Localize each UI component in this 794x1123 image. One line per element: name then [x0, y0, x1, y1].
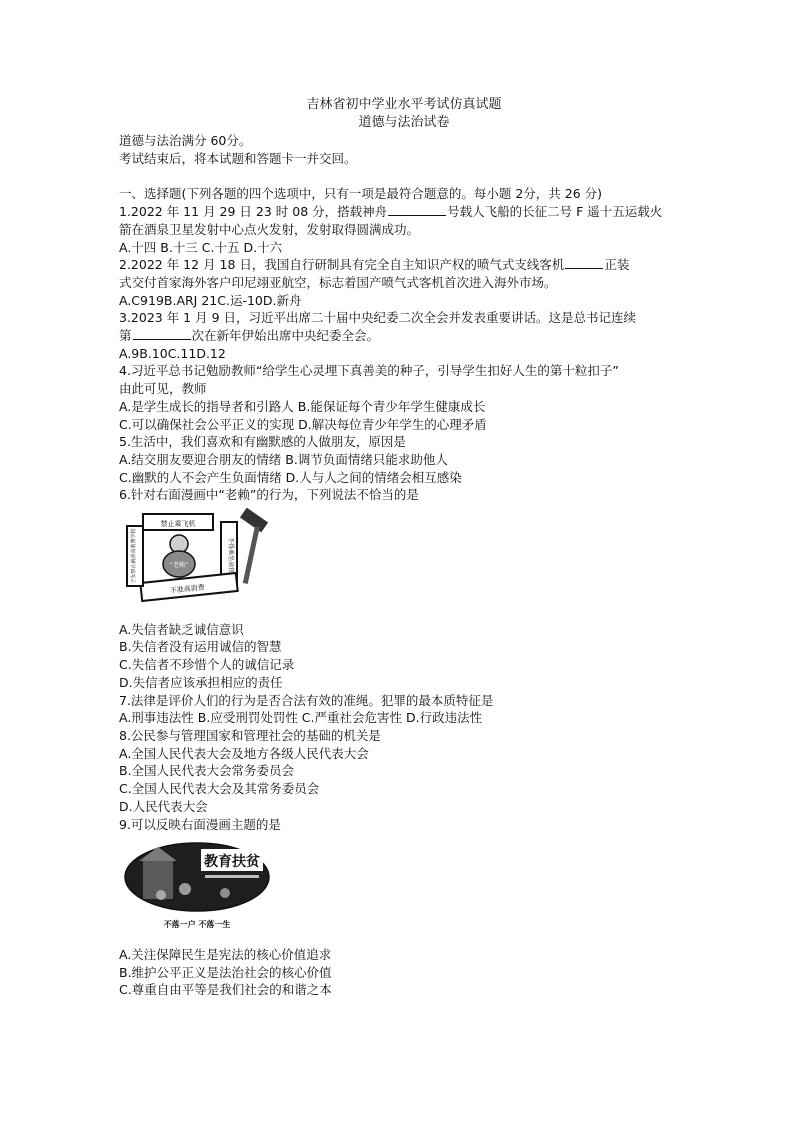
sign-left-text: 子女禁止就读高收费学校	[131, 528, 137, 584]
sign-right-text: 不得乘坐高铁	[227, 537, 234, 574]
question-6-option-b: B.失信者没有运用诚信的智慧	[119, 639, 282, 655]
debtor-label: “老赖”	[169, 562, 189, 570]
question-8-option-b: B.全国人民代表大会常务委员会	[119, 763, 295, 779]
sign-top-text: 禁止乘飞机	[160, 520, 196, 529]
exam-subtitle: 道德与法治试卷	[358, 115, 450, 130]
answer-blank	[133, 328, 191, 340]
question-4-stem-continued: 由此可见，教师	[119, 381, 207, 397]
question-8-option-d: D.人民代表大会	[119, 798, 208, 814]
answer-blank	[565, 257, 603, 269]
question-1-stem	[119, 203, 689, 221]
exam-title: 吉林省初中学业水平考试仿真试题	[306, 97, 502, 112]
cartoon-title: 教育扶贫	[204, 854, 260, 871]
hammer-handle	[243, 526, 260, 584]
section-heading: 一、选择题(下列各题的四个选项中，只有一项是最符合题意的。每小题 2分，共 26 分)	[119, 186, 603, 202]
exam-note: 考试结束后，将本试题和答题卡一并交回。	[119, 150, 357, 166]
child-figure-2	[156, 890, 166, 900]
child-figure-3	[220, 888, 230, 898]
education-poverty-cartoon	[121, 837, 689, 938]
question-9-option-b: B.维护公平正义是法治社会的核心价值	[119, 964, 332, 980]
question-3-stem-part-c: 次在新年伊始出席中央纪委全会。	[191, 328, 380, 344]
question-4-options-ab: A.是学生成长的指导者和引路人 B.能保证每个青少年学生健康成长	[119, 398, 486, 414]
question-9-stem: 9.可以反映右面漫画主题的是	[119, 816, 281, 832]
question-4-options-cd: C.可以确保社会公平正义的实现 D.解决每位青少年学生的心理矛盾	[119, 416, 487, 432]
question-2-stem-part-a: 2.2022 年 12 月 18 日，我国自行研制具有完全自主知识产权的喷气式支线客机	[119, 257, 565, 273]
question-6-option-a: A.失信者缺乏诚信意识	[119, 621, 244, 637]
question-8-option-c: C.全国人民代表大会及其常务委员会	[119, 781, 320, 797]
question-7-stem: 7.法律是评价人们的行为是否合法有效的准绳。犯罪的最本质特征是	[119, 692, 494, 708]
question-3-stem-continued	[119, 327, 689, 345]
question-4-stem: 4.习近平总书记勉励教师“给学生心灵埋下真善美的种子，引导学生扣好人生的第十粒扣子”	[119, 363, 619, 379]
child-figure-1	[179, 883, 191, 895]
question-6-stem: 6.针对右面漫画中“老赖”的行为，下列说法不恰当的是	[119, 487, 419, 503]
question-5-stem: 5.生活中，我们喜欢和有幽默感的人做朋友，原因是	[119, 434, 406, 450]
hammer-head	[240, 508, 268, 532]
question-1-stem-continued: 箭在酒泉卫星发射中心点火发射，发射取得圆满成功。	[119, 221, 420, 237]
answer-blank	[388, 204, 446, 216]
score-note: 道德与法治满分 60分。	[119, 133, 252, 148]
cartoon-caption: 不落一户 不落一生	[163, 920, 231, 930]
question-3-stem-part-b: 第	[119, 328, 132, 344]
question-2-stem-part-b: 正装	[604, 257, 630, 273]
question-8-option-a: A.全国人民代表大会及地方各级人民代表大会	[119, 745, 369, 761]
laolai-cartoon-illustration	[121, 508, 281, 608]
question-1-stem-part-a: 1.2022 年 11 月 29 日 23 时 08 分，搭载神舟	[119, 204, 388, 220]
question-5-options-cd: C.幽默的人不会产生负面情绪 D.人与人之间的情绪会相互感染	[119, 469, 462, 485]
question-9-option-a: A.关注保障民生是宪法的核心价值追求	[119, 946, 332, 962]
question-2-stem	[119, 256, 689, 274]
exam-content	[119, 96, 689, 999]
question-6-option-c: C.失信者不珍惜个人的诚信记录	[119, 657, 295, 673]
laolai-cartoon	[121, 508, 689, 613]
question-6-option-d: D.失信者应该承担相应的责任	[119, 674, 283, 690]
question-2-options: A.C919B.ARJ 21C.运-10D.新舟	[119, 292, 302, 308]
question-2-stem-continued: 式交付首家海外客户印尼翊亚航空，标志着国产喷气式客机首次进入海外市场。	[119, 274, 557, 290]
question-7-options: A.刑事违法性 B.应受刑罚处罚性 C.严重社会危害性 D.行政违法性	[119, 710, 483, 726]
title-subline	[205, 875, 259, 878]
question-1-stem-part-b: 号载人飞船的长征二号 F 遥十五运载火	[447, 204, 663, 220]
question-8-stem: 8.公民参与管理国家和管理社会的基础的机关是	[119, 727, 381, 743]
education-poverty-illustration	[121, 837, 281, 933]
question-5-options-ab: A.结交朋友要迎合朋友的情绪 B.调节负面情绪只能求助他人	[119, 451, 448, 467]
sign-bottom-text: 不准高消费	[169, 583, 206, 596]
question-3-options: A.9B.10C.11D.12	[119, 345, 226, 361]
question-9-option-c: C.尊重自由平等是我们社会的和谐之本	[119, 982, 332, 998]
question-1-options: A.十四 B.十三 C.十五 D.十六	[119, 239, 283, 255]
question-3-stem: 3.2023 年 1 月 9 日，习近平出席二十届中央纪委二次全会并发表重要讲话。这是总书记连续	[119, 310, 637, 326]
